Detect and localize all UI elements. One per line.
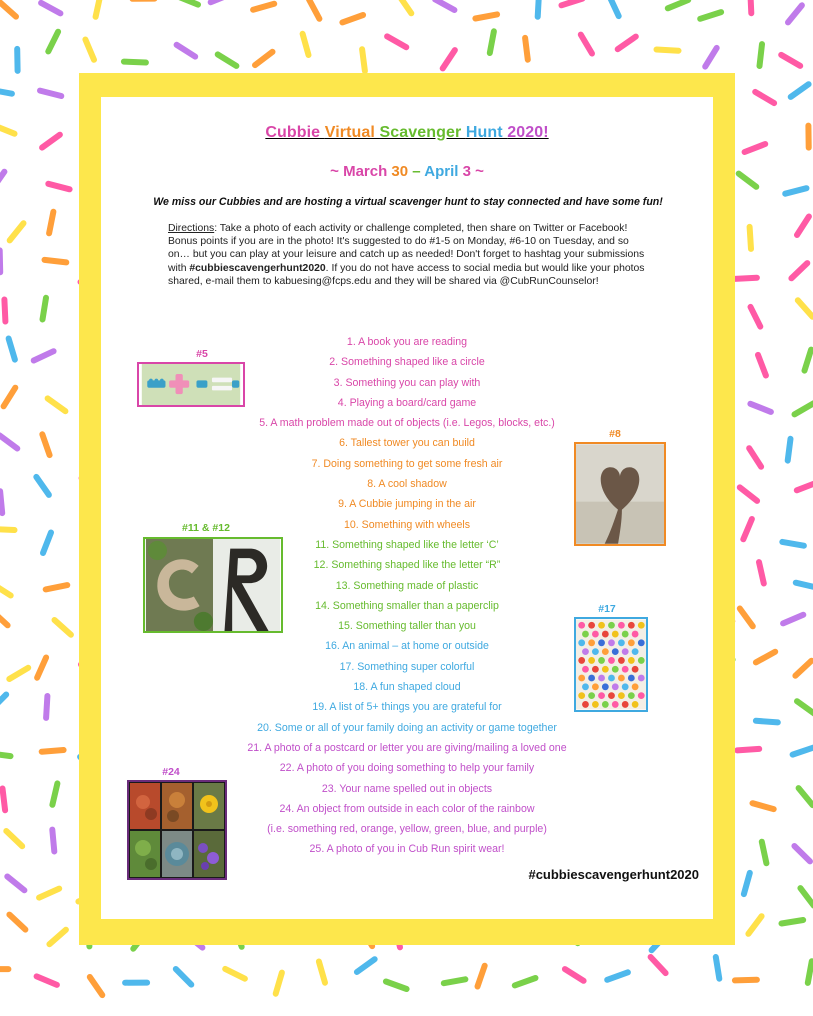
list-item: 12. Something shaped like the letter “R” [313, 559, 501, 572]
sprinkle [607, 972, 628, 980]
sprinkle [37, 976, 57, 985]
paint-dot [578, 692, 585, 699]
sprinkle [0, 529, 15, 530]
sprinkle [735, 278, 757, 279]
paint-dot [608, 622, 615, 629]
title-part: Scavenger [379, 124, 466, 141]
sprinkle [800, 888, 813, 906]
photo-8-label: #8 [609, 428, 621, 440]
sprinkle [303, 34, 309, 55]
sprinkle [756, 721, 778, 723]
sprinkle [52, 830, 54, 852]
sprinkle [253, 4, 274, 10]
sprinkle [10, 223, 24, 240]
list-item: 9. A Cubbie jumping in the air [338, 498, 476, 511]
list-item: 3. Something you can play with [333, 376, 481, 389]
directions-text-end: . If you do not have access to social media but would like your photos shared, e-mail them to kabuesing@fcps.edu and they will be shared via @CubRunCounselor! [168, 262, 645, 287]
photo-17-label: #17 [598, 603, 616, 615]
sprinkle [37, 658, 46, 678]
paint-dot [638, 657, 645, 664]
paint-dot [592, 701, 599, 708]
paint-dot [588, 675, 595, 682]
flyer-title [101, 124, 713, 142]
sprinkle [36, 477, 49, 495]
sprinkle [797, 701, 813, 714]
sprinkle [478, 966, 485, 987]
sprinkle [211, 0, 231, 2]
directions-hashtag: #cubbiescavengerhunt2020 [189, 262, 326, 274]
sprinkle [525, 38, 528, 60]
sprinkle [42, 750, 64, 752]
sprinkle [309, 0, 319, 19]
flyer-tagline: We miss our Cubbies and are hosting a virtual scavenger hunt to stay connected and have some fun! [153, 196, 663, 208]
sprinkle [6, 831, 22, 846]
sprinkle [0, 610, 8, 625]
sprinkle [788, 439, 791, 461]
list-item: 8. A cool shadow [367, 478, 447, 491]
paint-dot [582, 631, 589, 638]
sprinkle [796, 583, 813, 588]
sprinkle [705, 48, 717, 67]
paint-dot [618, 622, 625, 629]
sprinkle [515, 978, 536, 985]
sprinkle [618, 37, 636, 50]
sprinkle [9, 668, 28, 679]
photo-5-label: #5 [196, 348, 208, 360]
paint-dot [632, 648, 639, 655]
paint-dot [592, 666, 599, 673]
title-part: Cubbie [265, 124, 325, 141]
paint-dot [618, 692, 625, 699]
paint-dot [582, 701, 589, 708]
sprinkle [740, 487, 757, 501]
sprinkle [782, 542, 804, 546]
paint-dot [588, 657, 595, 664]
sprinkle [735, 980, 757, 981]
sprinkle [750, 0, 751, 13]
list-item: 1. A book you are reading [346, 336, 468, 348]
sprinkle [178, 0, 198, 5]
paint-dot [638, 692, 645, 699]
paint-dot [622, 666, 629, 673]
sprinkle [96, 0, 101, 17]
paint-dot [632, 683, 639, 690]
sprinkle [793, 748, 813, 755]
sprinkle [43, 298, 47, 320]
sprinkle [758, 355, 766, 376]
photo-11-12-letters [143, 537, 283, 633]
title-part: Hunt [465, 124, 508, 141]
rainbow-collage-image [129, 782, 225, 878]
list-item: 23. Your name spelled out in objects [321, 782, 493, 795]
sprinkle [7, 877, 24, 891]
photo-5-lego-math [137, 362, 245, 407]
sprinkle [651, 957, 666, 973]
paint-dot [598, 639, 605, 646]
sprinkle [0, 172, 4, 190]
sprinkle [609, 0, 618, 16]
sprinkle [42, 135, 60, 148]
paint-dot [608, 675, 615, 682]
paint-dot [578, 639, 585, 646]
paint-dot [588, 622, 595, 629]
list-item: 5. A math problem made out of objects (i.e. Legos, blocks, etc.) [259, 417, 555, 430]
sprinkle [176, 969, 192, 985]
sprinkle [753, 803, 774, 809]
sprinkle [785, 188, 806, 194]
sprinkle [218, 54, 237, 66]
sprinkle [90, 977, 103, 995]
sprinkle [39, 889, 59, 898]
sprinkle [743, 519, 752, 539]
paint-dot [588, 692, 595, 699]
paint-dot [612, 631, 619, 638]
sprinkle [9, 339, 15, 360]
sprinkle [0, 491, 2, 513]
sprinkle [490, 31, 494, 53]
directions-lead: Directions [168, 223, 215, 234]
list-item: 15. Something taller than you [338, 620, 476, 633]
sprinkle [0, 584, 11, 596]
paint-dot [592, 631, 599, 638]
sprinkle [748, 916, 761, 934]
paint-dot [628, 675, 635, 682]
sprinkle [808, 961, 812, 983]
sprinkle [0, 753, 11, 756]
sprinkle [782, 920, 804, 924]
sprinkle [805, 350, 812, 371]
heart-shadow-image [576, 444, 664, 544]
sprinkle [319, 962, 325, 983]
sprinkle [34, 351, 54, 360]
sprinkle [565, 969, 584, 981]
photo-24-label: #24 [162, 766, 180, 778]
paint-dot [628, 657, 635, 664]
sprinkle [177, 45, 196, 57]
sprinkle [783, 615, 803, 624]
sprinkle [791, 263, 807, 278]
list-item: 19. A list of 5+ things you are grateful for [312, 701, 502, 714]
sprinkle [700, 12, 721, 19]
paint-dot [592, 683, 599, 690]
sprinkle [750, 404, 771, 412]
sprinkle [795, 403, 813, 414]
sprinkle [760, 44, 763, 66]
paint-dot [638, 622, 645, 629]
sprinkle [357, 959, 375, 972]
paint-dot [622, 648, 629, 655]
list-item: 22. A photo of you doing something to help your family [279, 762, 535, 775]
paint-dot [638, 675, 645, 682]
dates-part: 30 [391, 163, 409, 180]
paint-dot [612, 666, 619, 673]
dates-part: 3 [462, 163, 471, 180]
sprinkle [475, 14, 497, 18]
paint-dot [598, 675, 605, 682]
sprinkle [0, 126, 14, 134]
paint-dot [602, 631, 609, 638]
sprinkle [49, 930, 66, 945]
dates-part: – [408, 163, 425, 180]
paint-dot [608, 639, 615, 646]
list-item: 10. Something with wheels [343, 518, 471, 531]
photo-17-colorful-dots [574, 617, 648, 712]
paint-dot [632, 701, 639, 708]
sprinkle [799, 788, 813, 805]
sprinkle [744, 873, 750, 894]
title-part: 2020! [507, 124, 549, 141]
paint-dot [602, 666, 609, 673]
sprinkle [668, 0, 688, 8]
list-item: 2. Something shaped like a circle [329, 356, 485, 369]
paint-dot [618, 675, 625, 682]
sprinkle [85, 40, 94, 60]
sprinkle [581, 35, 592, 54]
sprinkle [43, 533, 51, 554]
paint-dot [582, 683, 589, 690]
paint-dot [582, 648, 589, 655]
letters-c-r-image [145, 539, 281, 631]
photo-8-heart-shadow [574, 442, 666, 546]
sprinkle [759, 562, 764, 583]
paint-dot [628, 692, 635, 699]
list-item: 6. Tallest tower you can build [339, 437, 475, 450]
list-item: 18. A fun shaped cloud [353, 681, 461, 694]
paint-dot [602, 683, 609, 690]
paint-dot [582, 666, 589, 673]
sprinkle [49, 212, 53, 234]
paint-dot [578, 622, 585, 629]
sprinkle [795, 661, 811, 676]
list-item: (i.e. something red, orange, yellow, green, blue, and purple) [267, 823, 547, 836]
sprinkle [52, 783, 57, 804]
sprinkle [46, 696, 47, 718]
sprinkle [41, 3, 60, 14]
sprinkle [48, 184, 69, 190]
list-item: 20. Some or all of your family doing an activity or game together [257, 721, 557, 734]
list-item: 16. An animal – at home or outside [325, 640, 489, 653]
sprinkle [444, 979, 466, 983]
sprinkle [225, 969, 245, 979]
sprinkle [0, 90, 12, 94]
list-item: 13. Something made of plastic [335, 579, 479, 592]
paint-dot [638, 639, 645, 646]
sprinkle [3, 789, 6, 811]
sprinkle [255, 52, 273, 65]
sprinkle [750, 227, 751, 249]
sprinkle [42, 434, 49, 455]
list-item: 4. Playing a board/card game [337, 396, 477, 409]
paint-dot [592, 648, 599, 655]
paint-dot [612, 683, 619, 690]
sprinkle [0, 435, 17, 448]
paint-dot [618, 657, 625, 664]
sprinkle [797, 217, 809, 236]
paint-dot [598, 692, 605, 699]
sprinkle [362, 49, 365, 71]
sprinkle [124, 62, 146, 63]
paint-dot [608, 657, 615, 664]
sprinkle [562, 0, 583, 5]
sprinkle [387, 36, 406, 47]
sprinkle [797, 482, 813, 490]
list-item: 17. Something super colorful [339, 660, 475, 673]
sprinkle [756, 652, 775, 663]
sprinkle [0, 695, 6, 711]
sprinkle [745, 144, 766, 152]
paint-dot [612, 648, 619, 655]
sprinkle [740, 609, 753, 627]
sprinkle [276, 973, 282, 994]
flyer-dates [101, 163, 713, 180]
sprinkle [739, 174, 757, 187]
title-part: Virtual [324, 124, 380, 141]
paint-dot [602, 648, 609, 655]
sprinkle [435, 0, 454, 10]
sprinkle [751, 307, 761, 327]
sprinkle [657, 50, 679, 51]
sprinkle [716, 957, 720, 979]
paint-dot [622, 631, 629, 638]
sprinkle [737, 749, 759, 751]
sprinkle [798, 300, 813, 316]
paint-dot [608, 692, 615, 699]
paint-dot [618, 639, 625, 646]
list-item: 14. Something smaller than a paperclip [315, 599, 499, 612]
photo-24-rainbow-collage [127, 780, 227, 880]
dates-part: ~ March [330, 163, 392, 180]
paint-dot [598, 657, 605, 664]
sprinkle [45, 260, 67, 263]
directions-text: : Take a photo of each activity or challenge completed, then share on Twitter or Facebook! Bonus points if you are in the photo! It's suggested to do #1-5 on Monday, #6-10 on Tuesday, and so on… but you can play at your leisure and catch up as needed! Don't forget to hashtag your submissions with [168, 223, 645, 274]
footer-hashtag: #cubbiescavengerhunt2020 [528, 867, 699, 882]
sprinkle [4, 300, 5, 322]
paint-dot [628, 622, 635, 629]
sprinkle [46, 585, 68, 589]
list-item: 11. Something shaped like the letter ‘C’ [315, 538, 499, 551]
sprinkle [755, 92, 774, 103]
sprinkle [794, 846, 810, 861]
sprinkle [48, 32, 58, 52]
paint-dot [622, 701, 629, 708]
colorful-dots-image [576, 619, 646, 710]
dates-part: April [424, 163, 463, 180]
sprinkle [48, 398, 66, 411]
paint-dot [588, 639, 595, 646]
list-item: 24. An object from outside in each color of the rainbow [279, 802, 535, 815]
list-item: 7. Doing something to get some fresh air [311, 457, 503, 470]
dates-part: ~ [470, 163, 484, 180]
paint-dot [578, 675, 585, 682]
sprinkle [749, 448, 761, 467]
sprinkle [0, 2, 16, 17]
paint-dot [632, 666, 639, 673]
paint-dot [598, 622, 605, 629]
paint-dot [628, 639, 635, 646]
sprinkle [40, 91, 61, 96]
sprinkle [55, 620, 71, 635]
sprinkle [762, 842, 767, 864]
sprinkle [399, 0, 412, 13]
sprinkle [443, 50, 455, 68]
paint-dot [602, 701, 609, 708]
paint-dot [622, 683, 629, 690]
sprinkle [788, 5, 802, 22]
paint-dot [578, 657, 585, 664]
sprinkle [386, 982, 407, 990]
paint-dot [612, 701, 619, 708]
sprinkle [9, 915, 25, 930]
sprinkle [4, 388, 16, 407]
photo-11-12-label: #11 & #12 [182, 522, 230, 534]
list-item: 21. A photo of a postcard or letter you are giving/mailing a loved one [247, 741, 567, 754]
sprinkle [781, 55, 800, 66]
paint-dot [632, 631, 639, 638]
sprinkle [791, 84, 809, 97]
list-item: 25. A photo of you in Cub Run spirit wear! [309, 843, 505, 856]
sprinkle [538, 0, 539, 17]
lego-math-image [139, 364, 243, 405]
directions-paragraph [168, 222, 648, 288]
sprinkle [342, 15, 363, 22]
